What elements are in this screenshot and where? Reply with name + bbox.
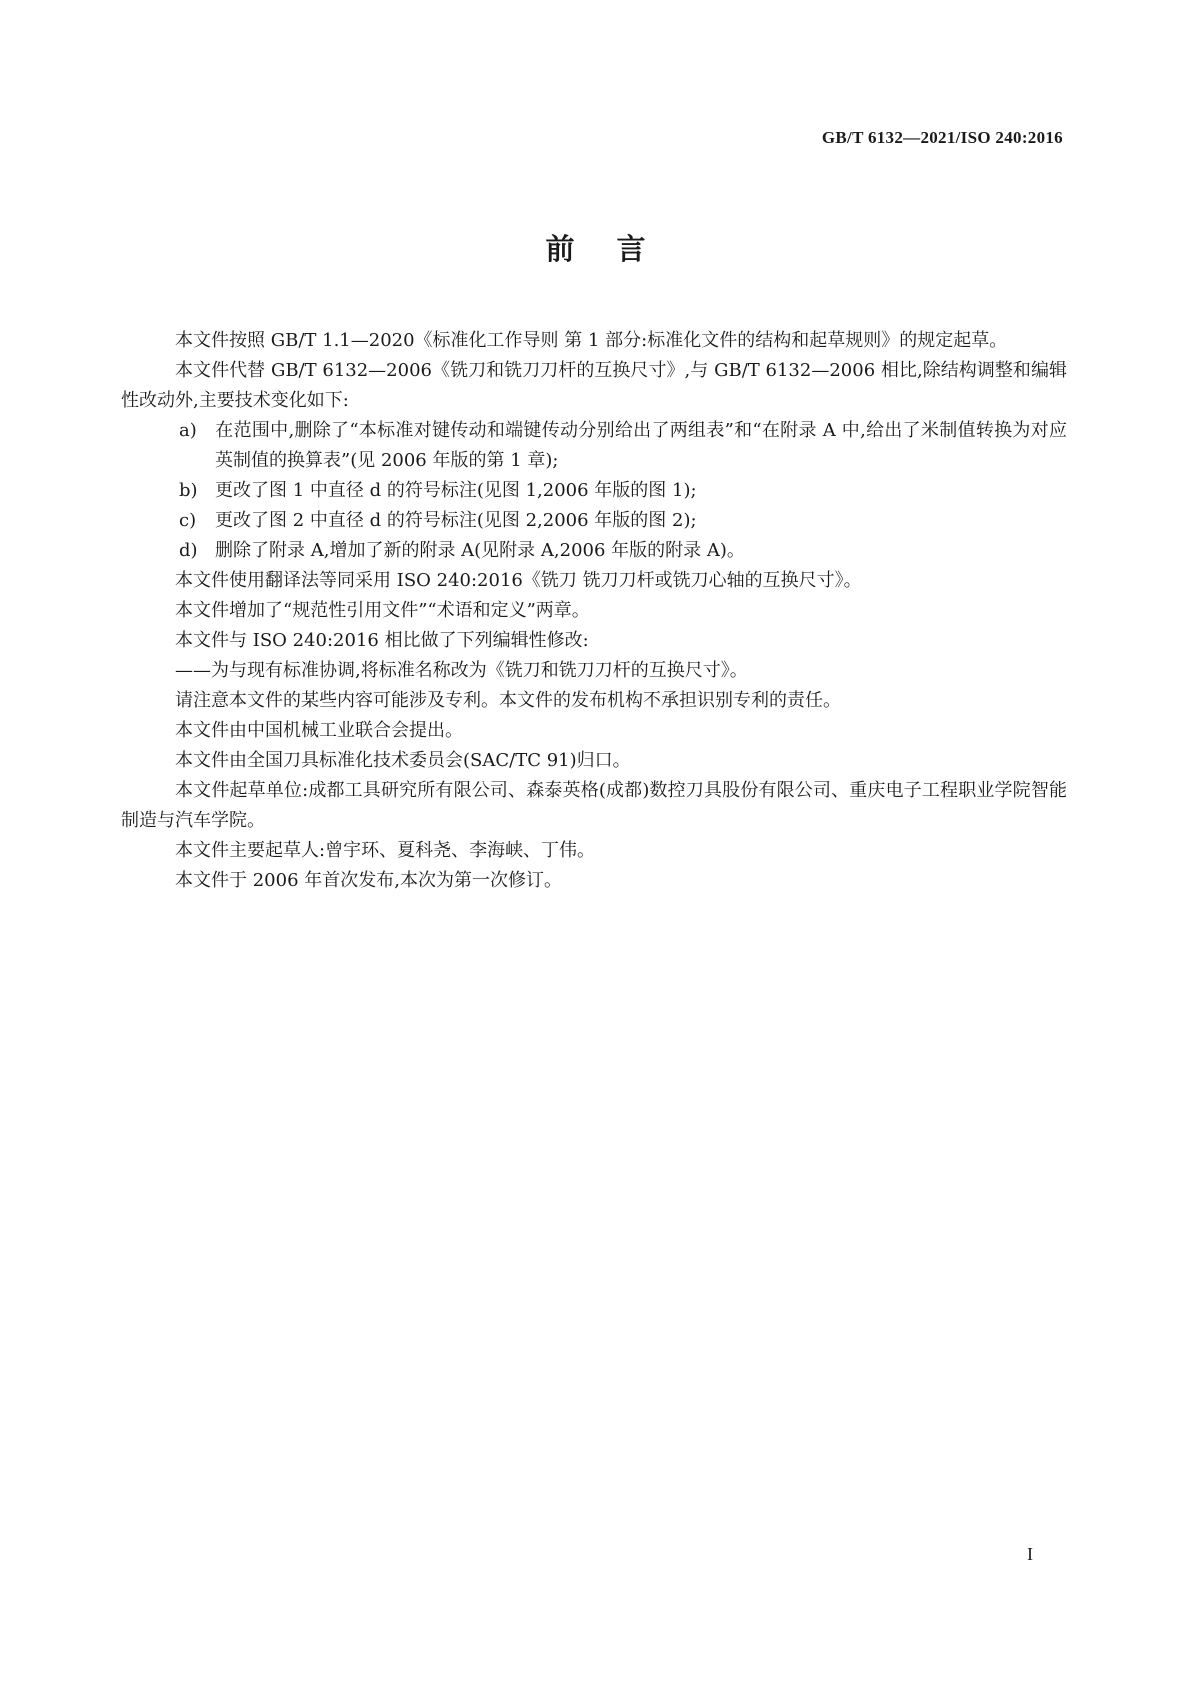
list-item-label: d) [179, 540, 198, 561]
list-item-b [121, 476, 1067, 506]
list-item-label: a) [179, 420, 197, 441]
paragraph-drafters: 本文件主要起草人:曾宇环、夏科尧、李海峡、丁伟。 [175, 840, 596, 861]
list-item-label: c) [179, 510, 197, 531]
foreword-body [121, 326, 1067, 896]
list-item-text: 更改了图 1 中直径 d 的符号标注(见图 1,2006 年版的图 1); [215, 480, 697, 501]
list-item-text: 在范围中,删除了“本标准对键传动和端键传动分别给出了两组表”和“在附录 A 中,给出了米制值转换为对应英制值的换算表”(见 2006 年版的第 1 章); [215, 420, 1067, 471]
page-title: 前言 [545, 232, 688, 266]
list-item-label: b) [179, 480, 198, 501]
paragraph-translation: 本文件使用翻译法等同采用 ISO 240:2016《铣刀 铣刀刀杆或铣刀心轴的互换尺寸》。 [175, 570, 862, 591]
list-item-text: 更改了图 2 中直径 d 的符号标注(见图 2,2006 年版的图 2); [215, 510, 697, 531]
paragraph-proposed-by: 本文件由中国机械工业联合会提出。 [175, 720, 463, 741]
list-item-d [121, 536, 1067, 566]
paragraph-drafting-rules: 本文件按照 GB/T 1.1—2020《标准化工作导则 第 1 部分:标准化文件的结构和起草规则》的规定起草。 [175, 330, 1008, 351]
list-item-a [121, 416, 1067, 476]
paragraph-patent-notice: 请注意本文件的某些内容可能涉及专利。本文件的发布机构不承担识别专利的责任。 [175, 690, 841, 711]
paragraph-replacement: 本文件代替 GB/T 6132—2006《铣刀和铣刀刀杆的互换尺寸》,与 GB/T 6132—2006 相比,除结构调整和编辑性改动外,主要技术变化如下: [121, 360, 1067, 411]
list-item-c [121, 506, 1067, 536]
paragraph-managed-by: 本文件由全国刀具标准化技术委员会(SAC/TC 91)归口。 [175, 750, 631, 771]
standard-code: GB/T 6132—2021/ISO 240:2016 [821, 128, 1063, 147]
paragraph-drafting-units: 本文件起草单位:成都工具研究所有限公司、森泰英格(成都)数控刀具股份有限公司、重庆电子工程职业学院智能制造与汽车学院。 [121, 780, 1067, 831]
list-item-text: 删除了附录 A,增加了新的附录 A(见附录 A,2006 年版的附录 A)。 [215, 540, 745, 561]
paragraph-editorial-changes: 本文件与 ISO 240:2016 相比做了下列编辑性修改: [175, 630, 589, 651]
paragraph-name-change: ——为与现有标准协调,将标准名称改为《铣刀和铣刀刀杆的互换尺寸》。 [175, 660, 748, 681]
paragraph-added-chapters: 本文件增加了“规范性引用文件”“术语和定义”两章。 [175, 600, 590, 621]
page-number: I [1027, 1544, 1033, 1564]
paragraph-publication-history: 本文件于 2006 年首次发布,本次为第一次修订。 [175, 870, 562, 891]
